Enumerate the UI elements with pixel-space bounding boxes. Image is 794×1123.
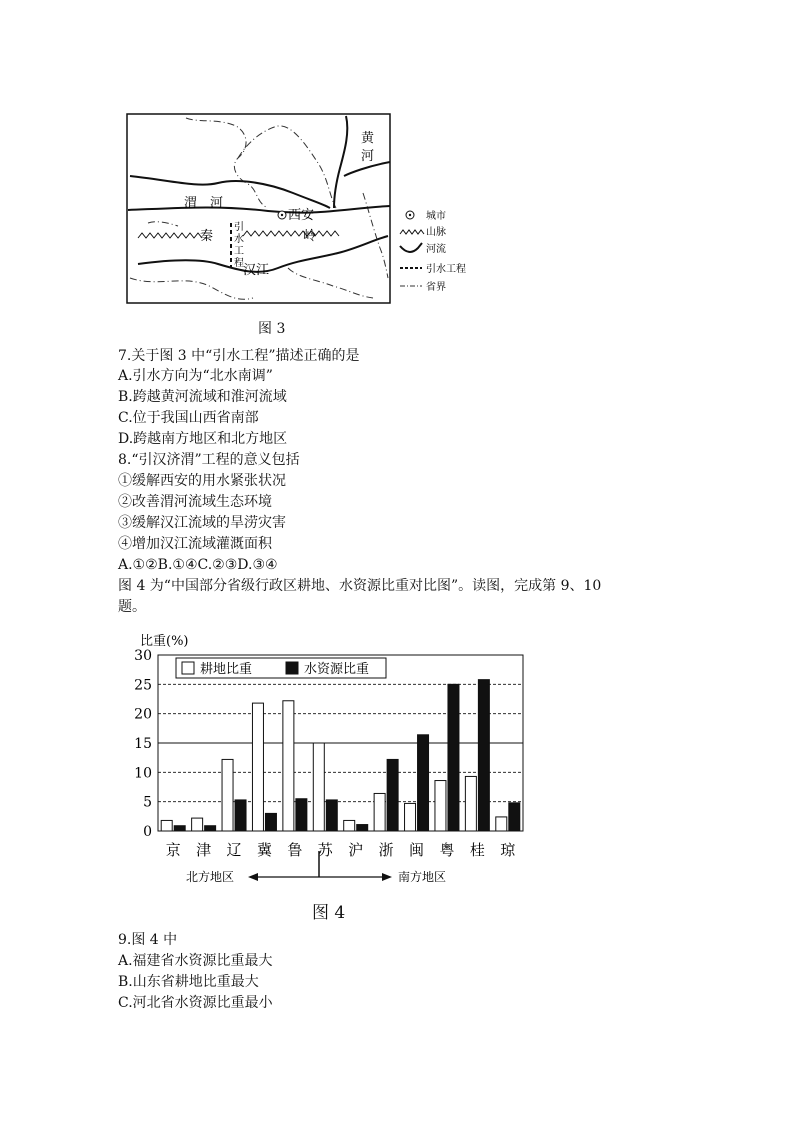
q8-options: A.①②B.①④C.②③D.③④ [118,557,278,573]
bar-farmland [344,820,355,831]
q9-option-a: A.福建省水资源比重最大 [118,953,273,969]
q7-option-c: C.位于我国山西省南部 [118,410,259,426]
x-tick-label: 桂 [469,841,485,859]
intro-line-1: 图 4 为“中国部分省级行政区耕地、水资源比重对比图”。读图，完成第 9、10 [118,578,602,594]
chart-ylabel: 比重(%) [140,634,189,649]
bar-water [387,759,398,831]
legend-diversion: 引水工程 [426,264,466,275]
label-xian: 西安 [288,208,315,223]
map-legend [400,209,466,293]
x-tick-label: 浙 [378,841,394,859]
bar-water [326,800,337,831]
q9-stem: 9.图 4 中 [118,932,178,948]
figure3-caption: 图 3 [258,321,286,337]
bar-farmland [496,817,507,831]
intro-line-2: 题。 [118,599,146,615]
x-tick-label: 粤 [439,841,455,859]
x-tick-label: 京 [165,841,181,859]
y-tick-label: 25 [134,677,152,694]
bar-water [296,799,307,831]
bar-farmland [374,793,385,831]
y-tick-label: 10 [134,765,152,782]
arrow-left-icon [248,873,258,881]
q8-item-1: ①缓解西安的用水紧张状况 [118,473,286,489]
bar-farmland [283,701,294,831]
q7-option-a: A.引水方向为“北水南调” [118,368,273,384]
legend-mountain-icon [400,230,424,234]
bar-water [265,813,276,831]
y-tick-label: 15 [134,736,152,752]
label-yin-1: 引 [234,222,244,233]
bar-water [205,826,216,831]
legend-swatch-water [286,662,298,674]
bar-water [478,680,489,831]
legend-river-icon [400,243,422,252]
label-ling: 岭 [303,229,317,244]
label-yin-2: 水 [234,234,244,245]
bar-water [418,735,429,831]
q7-option-d: D.跨越南方地区和北方地区 [118,431,288,447]
y-tick-label: 20 [134,706,152,723]
x-tick-label: 辽 [226,841,242,859]
y-tick-label: 30 [134,648,152,664]
x-tick-label: 苏 [317,841,333,859]
legend-border: 省界 [426,282,446,293]
bar-water [357,825,368,831]
legend-mountain: 山脉 [426,227,446,238]
label-huanghe-1: 黄 [361,131,375,146]
bar-farmland [405,803,416,831]
q8-item-3: ③缓解汉江流域的旱涝灾害 [118,515,286,531]
legend-farmland: 耕地比重 [200,662,253,677]
x-tick-label: 闽 [409,841,425,859]
q8-item-2: ②改善渭河流域生态环境 [118,494,272,510]
region-south: 南方地区 [398,870,447,884]
q9-option-c: C.河北省水资源比重最小 [118,995,273,1011]
label-weihe: 渭 河 [184,196,224,211]
x-tick-label: 津 [196,841,212,859]
q8-stem: 8.“引汉济渭”工程的意义包括 [118,452,300,468]
x-tick-label: 冀 [256,841,272,859]
label-hanjiang: 汉江 [243,263,270,278]
legend-city: 城市 [426,211,446,222]
bar-farmland [313,743,324,831]
figure3-map [118,108,498,313]
bar-farmland [465,776,476,831]
q7-stem: 7.关于图 3 中“引水工程”描述正确的是 [118,348,360,364]
bar-water [174,826,185,831]
q8-item-4: ④增加汉江流域灌溉面积 [118,536,272,552]
q7-option-b: B.跨越黄河流域和淮河流域 [118,389,287,405]
label-qin: 秦 [200,229,214,244]
y-tick-label: 0 [143,824,152,840]
y-tick-label: 5 [143,794,152,811]
label-yin-4: 程 [234,258,244,269]
x-tick-label: 琼 [500,841,516,859]
arrow-right-icon [382,873,392,881]
bar-farmland [192,818,203,831]
bar-farmland [435,781,446,831]
legend-water: 水资源比重 [304,662,370,677]
figure4-chart [118,625,538,895]
bar-farmland [161,820,172,831]
bar-farmland [222,759,233,831]
bar-water [235,800,246,831]
region-north: 北方地区 [186,870,235,884]
figure4-caption: 图 4 [312,903,346,923]
chart-legend [176,658,386,678]
bar-water [509,803,520,831]
x-tick-label: 沪 [348,841,364,859]
bar-water [448,684,459,831]
bar-farmland [252,703,263,831]
label-huanghe-2: 河 [361,149,375,164]
label-yin-3: 工 [234,246,244,257]
x-tick-label: 鲁 [287,841,303,859]
legend-swatch-farmland [182,662,194,674]
legend-river: 河流 [426,244,446,255]
q9-option-b: B.山东省耕地比重最大 [118,974,259,990]
